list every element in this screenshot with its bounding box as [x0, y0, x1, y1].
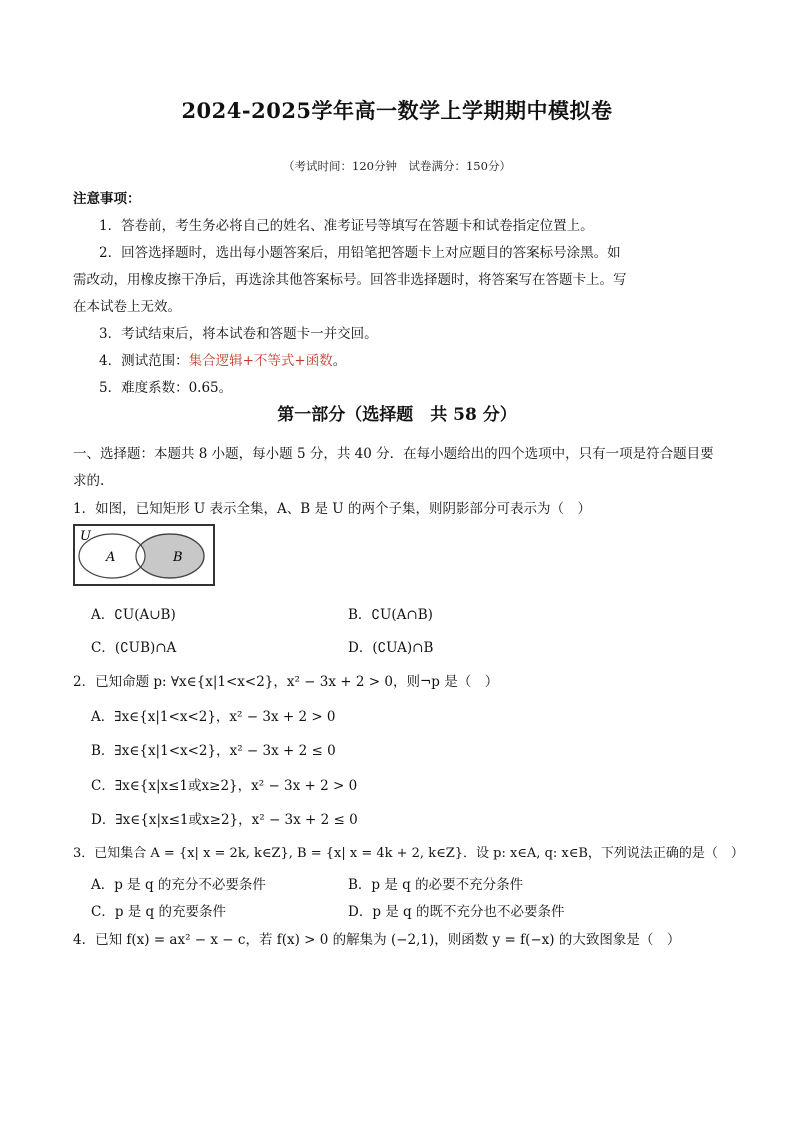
q2-option-c: C．∃x∈{x|x≤1或x≥2}，x² − 3x + 2 > 0 [91, 778, 358, 794]
notice-item-2a: 2．回答选择题时，选出每小题答案后，用铅笔把答题卡上对应题目的答案标号涂黑。如 [99, 245, 621, 261]
section-intro-b: 求的. [73, 473, 105, 489]
notice-heading: 注意事项： [73, 191, 141, 207]
notice-item-2b: 需改动，用橡皮擦干净后，再选涂其他答案标号。回答非选择题时，将答案写在答题卡上。写 [73, 272, 627, 288]
q3-option-b: B．p 是 q 的必要不充分条件 [348, 877, 524, 893]
venn-label-a: A [106, 550, 116, 565]
notice-item-2c: 在本试卷上无效。 [73, 299, 181, 315]
notice-item-1: 1．答卷前，考生务必将自己的姓名、准考证号等填写在答题卡和试卷指定位置上。 [99, 218, 594, 234]
q1-option-d: D．(∁UA)∩B [348, 640, 434, 656]
q4-stem: 4．已知 f(x) = ax² − x − c，若 f(x) > 0 的解集为 (−2,1)，则函数 y = f(−x) 的大致图象是（ ） [73, 932, 681, 948]
q3-option-c: C．p 是 q 的充要条件 [91, 904, 226, 920]
q2-option-b: B．∃x∈{x|1<x<2}，x² − 3x + 2 ≤ 0 [91, 743, 336, 759]
section-title: 第一部分（选择题 共 58 分） [277, 405, 517, 425]
q3-stem: 3．已知集合 A = {x| x = 2k, k∈Z}, B = {x| x = 4k + 2, k∈Z}．设 p: x∈A, q: x∈B，下列说法正确的是（ ） [73, 846, 744, 861]
q2-option-d: D．∃x∈{x|x≤1或x≥2}，x² − 3x + 2 ≤ 0 [91, 812, 358, 828]
q1-stem: 1．如图，已知矩形 U 表示全集，A、B 是 U 的两个子集，则阴影部分可表示为（ ） [73, 501, 591, 517]
q1-option-a: A．∁U(A∪B) [91, 607, 176, 623]
q3-option-a: A．p 是 q 的充分不必要条件 [91, 877, 266, 893]
q1-option-b: B．∁U(A∩B) [348, 607, 433, 623]
notice-item-5: 5．难度系数：0.65。 [99, 380, 233, 396]
notice-item-3: 3．考试结束后，将本试卷和答题卡一并交回。 [99, 326, 378, 342]
venn-diagram [73, 524, 215, 586]
venn-label-u: U [80, 529, 91, 544]
venn-label-b: B [173, 550, 183, 565]
notice-item-4-prefix: 4．测试范围： [99, 353, 189, 369]
q2-option-a: A．∃x∈{x|1<x<2}，x² − 3x + 2 > 0 [91, 709, 336, 725]
q3-option-d: D．p 是 q 的既不充分也不必要条件 [348, 904, 565, 920]
q2-stem: 2．已知命题 p: ∀x∈{x|1<x<2}，x² − 3x + 2 > 0，则¬p 是（ ） [73, 674, 499, 690]
section-intro-a: 一、选择题：本题共 8 小题，每小题 5 分，共 40 分．在每小题给出的四个选项中，只有一项是符合题目要 [73, 446, 714, 462]
page-title: 2024-2025学年高一数学上学期期中模拟卷 [181, 98, 613, 123]
notice-item-4-suffix: 。 [332, 353, 347, 369]
exam-meta: （考试时间：120分钟 试卷满分：150分） [283, 159, 511, 173]
q1-option-c: C．(∁UB)∩A [91, 640, 177, 656]
notice-item-4 [99, 349, 346, 369]
venn-svg [75, 526, 213, 584]
test-scope: 集合逻辑+不等式+函数 [188, 353, 333, 369]
